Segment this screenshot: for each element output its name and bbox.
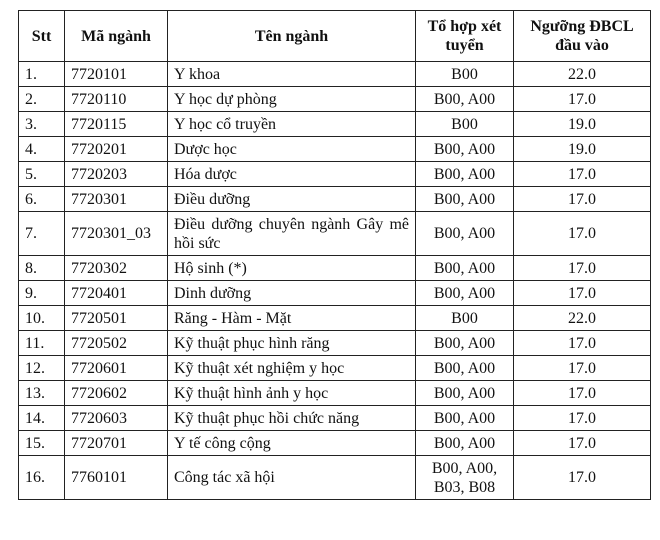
cell-to-hop: B00, A00 (416, 356, 514, 381)
cell-ma-nganh: 7720110 (65, 87, 168, 112)
table-row (19, 356, 651, 381)
cell-stt: 11. (19, 331, 65, 356)
cell-stt: 15. (19, 431, 65, 456)
cell-ten-nganh: Điều dưỡng chuyên ngành Gây mê hồi sức (168, 212, 416, 256)
cell-ma-nganh: 7720601 (65, 356, 168, 381)
table-row (19, 162, 651, 187)
header-ma-nganh: Mã ngành (65, 11, 168, 62)
cell-ten-nganh: Răng - Hàm - Mặt (168, 306, 416, 331)
cell-ten-nganh: Kỹ thuật hình ảnh y học (168, 381, 416, 406)
cell-nguong: 17.0 (514, 256, 651, 281)
cell-to-hop: B00, A00 (416, 212, 514, 256)
header-ten-nganh: Tên ngành (168, 11, 416, 62)
cell-ten-nganh: Hộ sinh (*) (168, 256, 416, 281)
cell-to-hop: B00 (416, 306, 514, 331)
cell-nguong: 17.0 (514, 456, 651, 500)
table-row (19, 62, 651, 87)
table-header-row (19, 11, 651, 62)
cell-stt: 12. (19, 356, 65, 381)
cell-to-hop: B00, A00 (416, 431, 514, 456)
cell-nguong: 17.0 (514, 87, 651, 112)
cell-ten-nganh: Kỹ thuật xét nghiệm y học (168, 356, 416, 381)
cell-stt: 9. (19, 281, 65, 306)
cell-ten-nganh: Dinh dưỡng (168, 281, 416, 306)
table-row (19, 381, 651, 406)
cell-to-hop: B00, A00 (416, 187, 514, 212)
table-row (19, 212, 651, 256)
table-row (19, 87, 651, 112)
cell-ten-nganh: Công tác xã hội (168, 456, 416, 500)
cell-stt: 6. (19, 187, 65, 212)
cell-to-hop: B00, A00 (416, 331, 514, 356)
cell-to-hop: B00, A00, B03, B08 (416, 456, 514, 500)
table-row (19, 456, 651, 500)
cell-ten-nganh: Y học dự phòng (168, 87, 416, 112)
cell-ten-nganh: Điều dưỡng (168, 187, 416, 212)
cell-ma-nganh: 7720401 (65, 281, 168, 306)
cell-ma-nganh: 7720502 (65, 331, 168, 356)
cell-stt: 13. (19, 381, 65, 406)
cell-ma-nganh: 7720301_03 (65, 212, 168, 256)
header-nguong-dbcl: Ngưỡng ĐBCL đầu vào (514, 11, 651, 62)
cell-stt: 16. (19, 456, 65, 500)
cell-nguong: 17.0 (514, 431, 651, 456)
cell-ten-nganh: Dược học (168, 137, 416, 162)
cell-to-hop: B00 (416, 62, 514, 87)
cell-ten-nganh: Kỹ thuật phục hồi chức năng (168, 406, 416, 431)
cell-nguong: 19.0 (514, 112, 651, 137)
cell-ma-nganh: 7720201 (65, 137, 168, 162)
cell-nguong: 17.0 (514, 406, 651, 431)
table-row (19, 256, 651, 281)
cell-ten-nganh: Y tế công cộng (168, 431, 416, 456)
cell-stt: 14. (19, 406, 65, 431)
cell-stt: 1. (19, 62, 65, 87)
table-row (19, 331, 651, 356)
cell-ma-nganh: 7720115 (65, 112, 168, 137)
cell-ma-nganh: 7720301 (65, 187, 168, 212)
cell-ma-nganh: 7720602 (65, 381, 168, 406)
cell-to-hop: B00 (416, 112, 514, 137)
cell-ten-nganh: Hóa dược (168, 162, 416, 187)
table-row (19, 137, 651, 162)
cell-to-hop: B00, A00 (416, 381, 514, 406)
table-row (19, 306, 651, 331)
cell-ten-nganh: Y khoa (168, 62, 416, 87)
cell-ma-nganh: 7720603 (65, 406, 168, 431)
cell-ma-nganh: 7720701 (65, 431, 168, 456)
table-row (19, 281, 651, 306)
cell-nguong: 17.0 (514, 281, 651, 306)
cell-stt: 3. (19, 112, 65, 137)
table-row (19, 112, 651, 137)
cell-nguong: 17.0 (514, 331, 651, 356)
cell-stt: 7. (19, 212, 65, 256)
header-stt: Stt (19, 11, 65, 62)
cell-to-hop: B00, A00 (416, 162, 514, 187)
cell-ma-nganh: 7720101 (65, 62, 168, 87)
cell-to-hop: B00, A00 (416, 281, 514, 306)
cell-ma-nganh: 7760101 (65, 456, 168, 500)
cell-stt: 10. (19, 306, 65, 331)
cell-ma-nganh: 7720501 (65, 306, 168, 331)
cell-ten-nganh: Y học cổ truyền (168, 112, 416, 137)
cell-stt: 2. (19, 87, 65, 112)
cell-ma-nganh: 7720203 (65, 162, 168, 187)
cell-nguong: 22.0 (514, 62, 651, 87)
cell-to-hop: B00, A00 (416, 87, 514, 112)
cell-stt: 4. (19, 137, 65, 162)
admission-threshold-table (18, 10, 651, 500)
cell-nguong: 17.0 (514, 356, 651, 381)
cell-to-hop: B00, A00 (416, 137, 514, 162)
cell-nguong: 17.0 (514, 162, 651, 187)
cell-to-hop: B00, A00 (416, 256, 514, 281)
cell-to-hop: B00, A00 (416, 406, 514, 431)
cell-nguong: 17.0 (514, 212, 651, 256)
header-to-hop-xet-tuyen: Tổ hợp xét tuyển (416, 11, 514, 62)
cell-stt: 8. (19, 256, 65, 281)
table-row (19, 431, 651, 456)
table-row (19, 406, 651, 431)
cell-stt: 5. (19, 162, 65, 187)
table-body (19, 62, 651, 500)
cell-nguong: 22.0 (514, 306, 651, 331)
cell-nguong: 17.0 (514, 187, 651, 212)
table-row (19, 187, 651, 212)
cell-ten-nganh: Kỹ thuật phục hình răng (168, 331, 416, 356)
cell-nguong: 19.0 (514, 137, 651, 162)
cell-nguong: 17.0 (514, 381, 651, 406)
cell-ma-nganh: 7720302 (65, 256, 168, 281)
